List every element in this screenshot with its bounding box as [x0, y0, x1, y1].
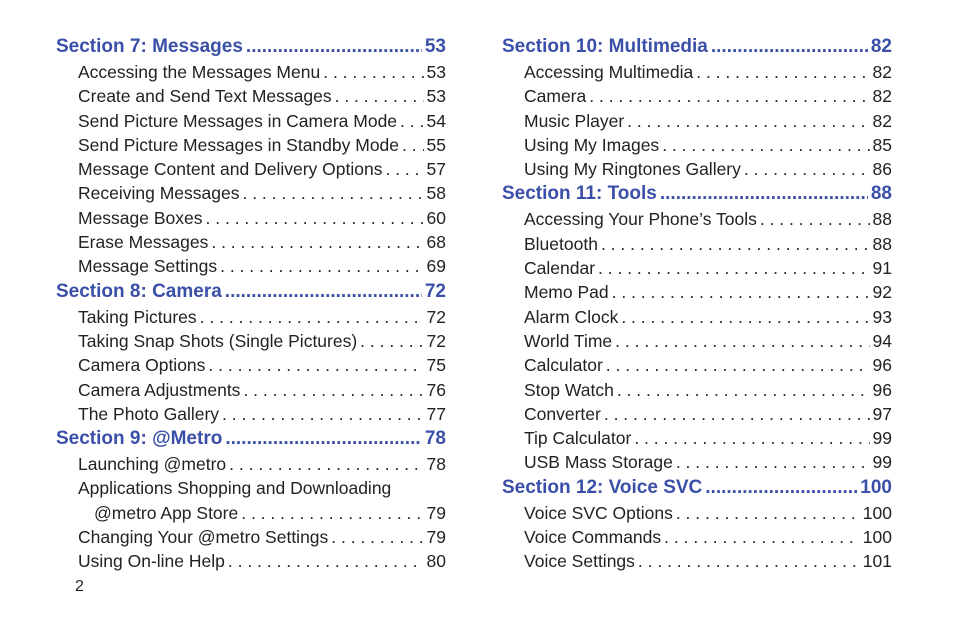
- entry-title: Using My Images: [524, 134, 660, 155]
- dot-leader: [760, 207, 870, 231]
- entry-title: World Time: [524, 330, 613, 351]
- page-ref: 100: [862, 527, 892, 548]
- entry-title: Calculator: [524, 355, 603, 376]
- dot-leader: [634, 426, 869, 450]
- dot-leader: [241, 501, 423, 525]
- dot-leader: [208, 353, 423, 377]
- page-ref: 78: [424, 428, 446, 450]
- entry-title: Accessing Your Phone’s Tools: [524, 209, 757, 230]
- entry-title: Camera Options: [78, 355, 206, 376]
- entry-title: Converter: [524, 403, 601, 424]
- toc-section-heading[interactable]: [502, 34, 892, 60]
- page-ref: 82: [872, 62, 892, 82]
- toc-entry[interactable]: [56, 254, 446, 278]
- dot-leader: [211, 230, 423, 254]
- toc-section-heading[interactable]: [56, 34, 446, 60]
- toc-entry[interactable]: [502, 549, 892, 573]
- entry-title: Using My Ringtones Gallery: [524, 159, 741, 180]
- dot-leader: [220, 254, 423, 278]
- page-ref: 96: [872, 355, 892, 376]
- entry-title: Camera Adjustments: [78, 379, 241, 400]
- dot-leader: [400, 109, 423, 133]
- toc-entry[interactable]: [502, 207, 892, 231]
- toc-entry[interactable]: [502, 426, 892, 450]
- page-ref: 99: [872, 452, 892, 473]
- page-ref: 69: [426, 256, 446, 277]
- toc-entry[interactable]: [56, 378, 446, 402]
- toc-entry[interactable]: [502, 402, 892, 426]
- dot-leader: [402, 133, 424, 157]
- toc-entry[interactable]: [56, 525, 446, 549]
- dot-leader: [627, 109, 869, 133]
- toc-entry[interactable]: [502, 109, 892, 133]
- entry-title: Accessing the Messages Menu: [78, 62, 321, 82]
- dot-leader: [323, 60, 423, 84]
- entry-title: USB Mass Storage: [524, 452, 673, 473]
- toc-entry[interactable]: [56, 84, 446, 108]
- toc-entry[interactable]: [502, 378, 892, 402]
- page-ref: 92: [872, 282, 892, 303]
- entry-title: Voice SVC Options: [524, 502, 673, 523]
- page-ref: 99: [872, 428, 892, 449]
- toc-entry[interactable]: [502, 157, 892, 181]
- toc-section-heading[interactable]: [502, 475, 892, 501]
- page-ref: 53: [424, 36, 446, 57]
- page-ref: 82: [872, 110, 892, 131]
- toc-entry[interactable]: [502, 232, 892, 256]
- section-title: Section 8: Camera: [56, 280, 222, 302]
- dot-leader: [228, 549, 424, 573]
- section-title: Section 7: Messages: [56, 36, 243, 57]
- dot-leader: [612, 280, 870, 304]
- entry-title: Erase Messages: [78, 232, 209, 253]
- page-ref: 88: [870, 183, 892, 205]
- toc-section-heading[interactable]: [56, 279, 446, 305]
- page-ref: 78: [426, 454, 446, 475]
- dot-leader: [696, 60, 869, 84]
- section-title: Section 12: Voice SVC: [502, 476, 703, 498]
- page-ref: 53: [426, 86, 446, 107]
- dot-leader: [335, 84, 424, 108]
- page-ref: 91: [872, 258, 892, 279]
- entry-title: Stop Watch: [524, 379, 614, 400]
- toc-entry[interactable]: [56, 109, 446, 133]
- entry-title: Taking Snap Shots (Single Pictures): [78, 330, 358, 351]
- toc-entry[interactable]: [502, 280, 892, 304]
- dot-leader: [385, 157, 423, 181]
- entry-title: Message Settings: [78, 256, 218, 277]
- dot-leader: [200, 305, 424, 329]
- page-ref: 79: [426, 527, 446, 548]
- toc-entry[interactable]: [502, 256, 892, 280]
- page-ref: 82: [870, 36, 892, 57]
- page-ref: 60: [426, 207, 446, 228]
- page-ref: 79: [426, 502, 446, 523]
- dot-leader: [331, 525, 423, 549]
- toc-right-column: [502, 34, 892, 574]
- entry-title: Accessing Multimedia: [524, 62, 694, 82]
- toc-entry[interactable]: [56, 305, 446, 329]
- page-ref: 88: [872, 209, 892, 230]
- toc-entry[interactable]: [56, 402, 446, 426]
- dot-leader: [598, 256, 870, 280]
- entry-title: The Photo Gallery: [78, 403, 220, 424]
- entry-title: Receiving Messages: [78, 183, 240, 204]
- page-number: 2: [75, 578, 84, 595]
- dot-leader: [660, 181, 868, 207]
- dot-leader: [606, 353, 870, 377]
- dot-leader: [243, 378, 423, 402]
- page-ref: 94: [872, 330, 892, 351]
- toc-entry[interactable]: [502, 329, 892, 353]
- toc-entry[interactable]: [502, 525, 892, 549]
- entry-title: @metro App Store: [94, 502, 239, 523]
- dot-leader: [601, 232, 870, 256]
- section-title: Section 9: @Metro: [56, 428, 223, 450]
- toc-entry[interactable]: [56, 206, 446, 230]
- dot-leader: [705, 475, 857, 501]
- dot-leader: [621, 305, 869, 329]
- dot-leader: [246, 34, 422, 60]
- dot-leader: [676, 450, 870, 474]
- toc-entry[interactable]: [56, 181, 446, 205]
- page-ref: 80: [426, 551, 446, 572]
- entry-title: Music Player: [524, 110, 625, 131]
- dot-leader: [711, 34, 868, 60]
- page-ref: 72: [426, 306, 446, 327]
- toc-entry[interactable]: [56, 230, 446, 254]
- dot-leader: [229, 452, 423, 476]
- dot-leader: [242, 181, 423, 205]
- entry-title: Launching @metro: [78, 454, 227, 475]
- page-ref: 93: [872, 306, 892, 327]
- toc-entry[interactable]: [56, 353, 446, 377]
- section-title: Section 10: Multimedia: [502, 36, 708, 57]
- entry-title: Using On-line Help: [78, 551, 225, 572]
- dot-leader: [662, 133, 869, 157]
- page-ref: 72: [424, 280, 446, 302]
- entry-title: Bluetooth: [524, 233, 598, 254]
- dot-leader: [360, 329, 423, 353]
- page-ref: 100: [860, 476, 892, 498]
- entry-title: Applications Shopping and Downloading: [78, 478, 392, 499]
- entry-title: Message Content and Delivery Options: [78, 159, 383, 180]
- page-ref: 82: [872, 86, 892, 107]
- dot-leader: [615, 329, 869, 353]
- section-title: Section 11: Tools: [502, 183, 657, 205]
- page-ref: 53: [426, 62, 446, 82]
- dot-leader: [638, 549, 860, 573]
- entry-title: Tip Calculator: [524, 428, 632, 449]
- dot-leader: [206, 206, 424, 230]
- page-ref: 100: [862, 502, 892, 523]
- dot-leader: [604, 402, 870, 426]
- toc-entry[interactable]: [56, 549, 446, 573]
- dot-leader: [744, 157, 870, 181]
- page-ref: 75: [426, 355, 446, 376]
- entry-title: Calendar: [524, 258, 596, 279]
- toc-entry[interactable]: [56, 60, 446, 84]
- page-ref: 76: [426, 379, 446, 400]
- dot-leader: [222, 402, 423, 426]
- toc-left-column: [56, 34, 446, 574]
- toc-entry[interactable]: [56, 501, 446, 525]
- page-ref: 55: [426, 134, 446, 155]
- entry-title: Voice Settings: [524, 551, 635, 572]
- toc-entry[interactable]: [502, 353, 892, 377]
- entry-title: Message Boxes: [78, 207, 203, 228]
- toc-entry[interactable]: [56, 133, 446, 157]
- page-ref: 86: [872, 159, 892, 180]
- entry-title: Alarm Clock: [524, 306, 619, 327]
- entry-title: Changing Your @metro Settings: [78, 527, 329, 548]
- dot-leader: [617, 378, 870, 402]
- entry-title: Taking Pictures: [78, 306, 197, 327]
- entry-title: Send Picture Messages in Camera Mode: [78, 110, 398, 131]
- toc-entry[interactable]: [56, 157, 446, 181]
- entry-title: Create and Send Text Messages: [78, 86, 332, 107]
- dot-leader: [589, 84, 869, 108]
- dot-leader: [225, 426, 422, 452]
- page-ref: 85: [872, 134, 892, 155]
- toc-entry[interactable]: [502, 133, 892, 157]
- page-ref: 72: [426, 330, 446, 351]
- toc-entry[interactable]: [502, 450, 892, 474]
- page-ref: 77: [426, 403, 446, 424]
- page-ref: 101: [862, 551, 892, 572]
- toc-entry[interactable]: [502, 305, 892, 329]
- toc-entry[interactable]: [56, 329, 446, 353]
- toc-entry[interactable]: [502, 60, 892, 84]
- toc-section-heading[interactable]: [56, 426, 446, 452]
- page-ref: 57: [426, 159, 446, 180]
- toc-entry[interactable]: [502, 501, 892, 525]
- entry-title: Voice Commands: [524, 527, 662, 548]
- entry-title: Send Picture Messages in Standby Mode: [78, 134, 400, 155]
- toc-section-heading[interactable]: [502, 181, 892, 207]
- page-ref: 88: [872, 233, 892, 254]
- dot-leader: [664, 525, 860, 549]
- page-ref: 68: [426, 232, 446, 253]
- toc-entry[interactable]: [56, 476, 446, 500]
- page-ref: 97: [872, 403, 892, 424]
- dot-leader: [225, 279, 422, 305]
- toc-entry[interactable]: [56, 452, 446, 476]
- toc-entry[interactable]: [502, 84, 892, 108]
- page-ref: 54: [426, 110, 446, 131]
- dot-leader: [676, 501, 860, 525]
- page-ref: 58: [426, 183, 446, 204]
- page-ref: 96: [872, 379, 892, 400]
- entry-title: Memo Pad: [524, 282, 609, 303]
- entry-title: Camera: [524, 86, 587, 107]
